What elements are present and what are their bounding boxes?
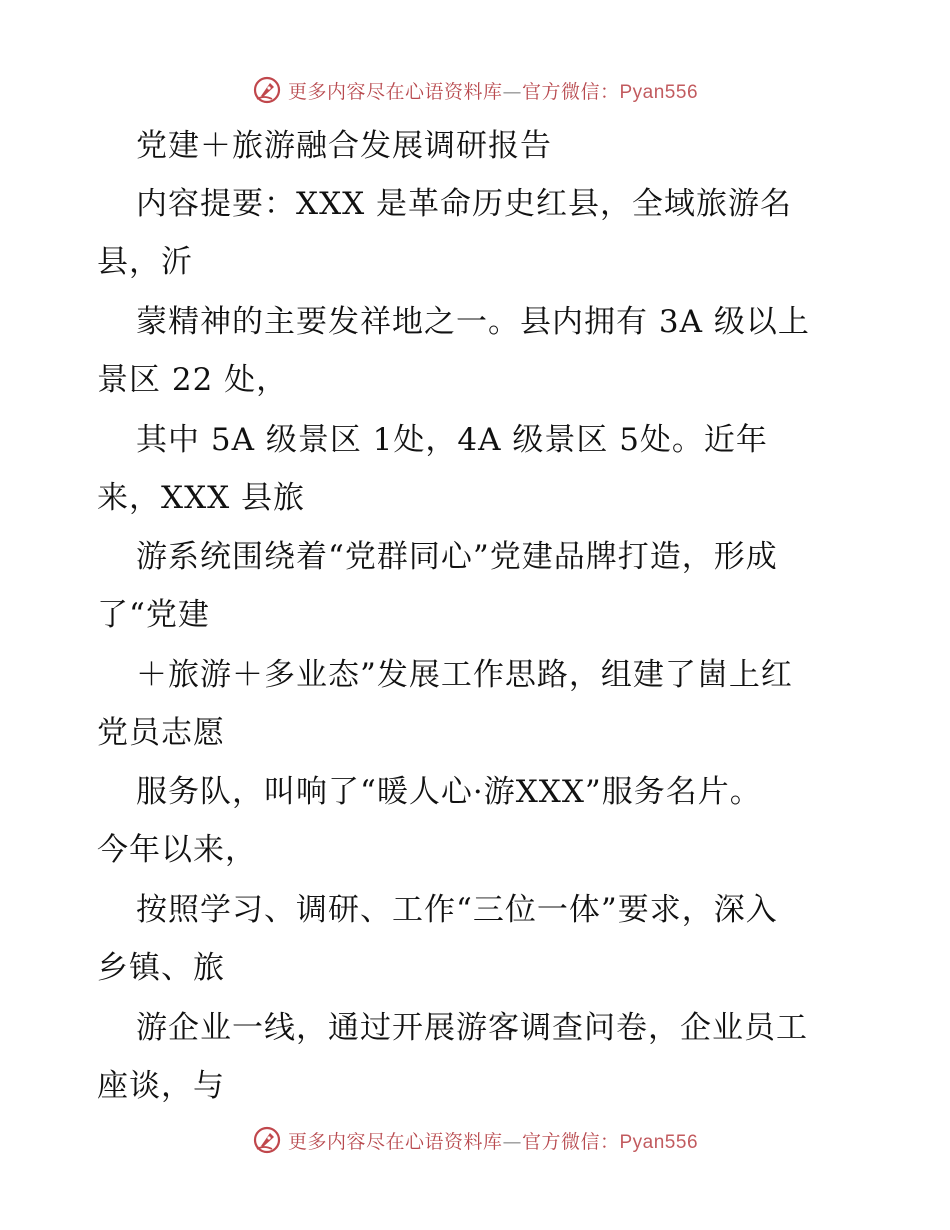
- watermark-text: [288, 1127, 698, 1154]
- paragraph-line: 蒙精神的主要发祥地之一。县内拥有 3A 级以上: [136, 304, 810, 340]
- paragraph-line: 游企业一线，通过开展游客调查问卷，企业员工: [136, 1010, 808, 1046]
- paragraph-line: ＋旅游＋多业态”发展工作思路，组建了崮上红: [136, 657, 793, 693]
- watermark-separator: —: [502, 1130, 522, 1153]
- watermark-banner-bottom: [0, 1122, 950, 1158]
- pen-nib-logo-icon: [252, 75, 282, 105]
- paragraph-line: 党员志愿: [97, 715, 225, 751]
- paragraph-line: 内容提要：XXX 是革命历史红县，全域旅游名: [136, 186, 793, 222]
- watermark-title: 更多内容尽在心语资料库: [287, 1130, 503, 1153]
- watermark-separator: —: [502, 80, 522, 103]
- watermark-text: [288, 77, 698, 104]
- paragraph-line: 服务队，叫响了“暖人心·游XXX”服务名片。: [136, 774, 762, 810]
- paragraph-line: 来，XXX 县旅: [97, 480, 306, 516]
- paragraph-line: 其中 5A 级景区 1处，4A 级景区 5处。近年: [136, 422, 768, 458]
- watermark-wechat-id: Pyan556: [619, 81, 699, 103]
- paragraph-line: 按照学习、调研、工作“三位一体”要求，深入: [136, 892, 778, 928]
- paragraph-line: 了“党建: [97, 597, 210, 633]
- document-title: 党建＋旅游融合发展调研报告: [136, 128, 552, 164]
- watermark-suffix: 官方微信：: [521, 1130, 620, 1153]
- watermark-banner-top: [0, 72, 950, 108]
- paragraph-line: 乡镇、旅: [97, 950, 225, 986]
- paragraph-line: 县，沂: [97, 244, 193, 280]
- paragraph-line: 游系统围绕着“党群同心”党建品牌打造，形成: [136, 539, 778, 575]
- watermark-suffix: 官方微信：: [521, 80, 620, 103]
- pen-nib-logo-icon: [252, 1125, 282, 1155]
- watermark-title: 更多内容尽在心语资料库: [287, 80, 503, 103]
- paragraph-line: 座谈，与: [97, 1068, 225, 1104]
- watermark-wechat-id: Pyan556: [619, 1131, 699, 1153]
- paragraph-line: 景区 22 处，: [97, 362, 289, 398]
- paragraph-line: 今年以来，: [97, 832, 257, 868]
